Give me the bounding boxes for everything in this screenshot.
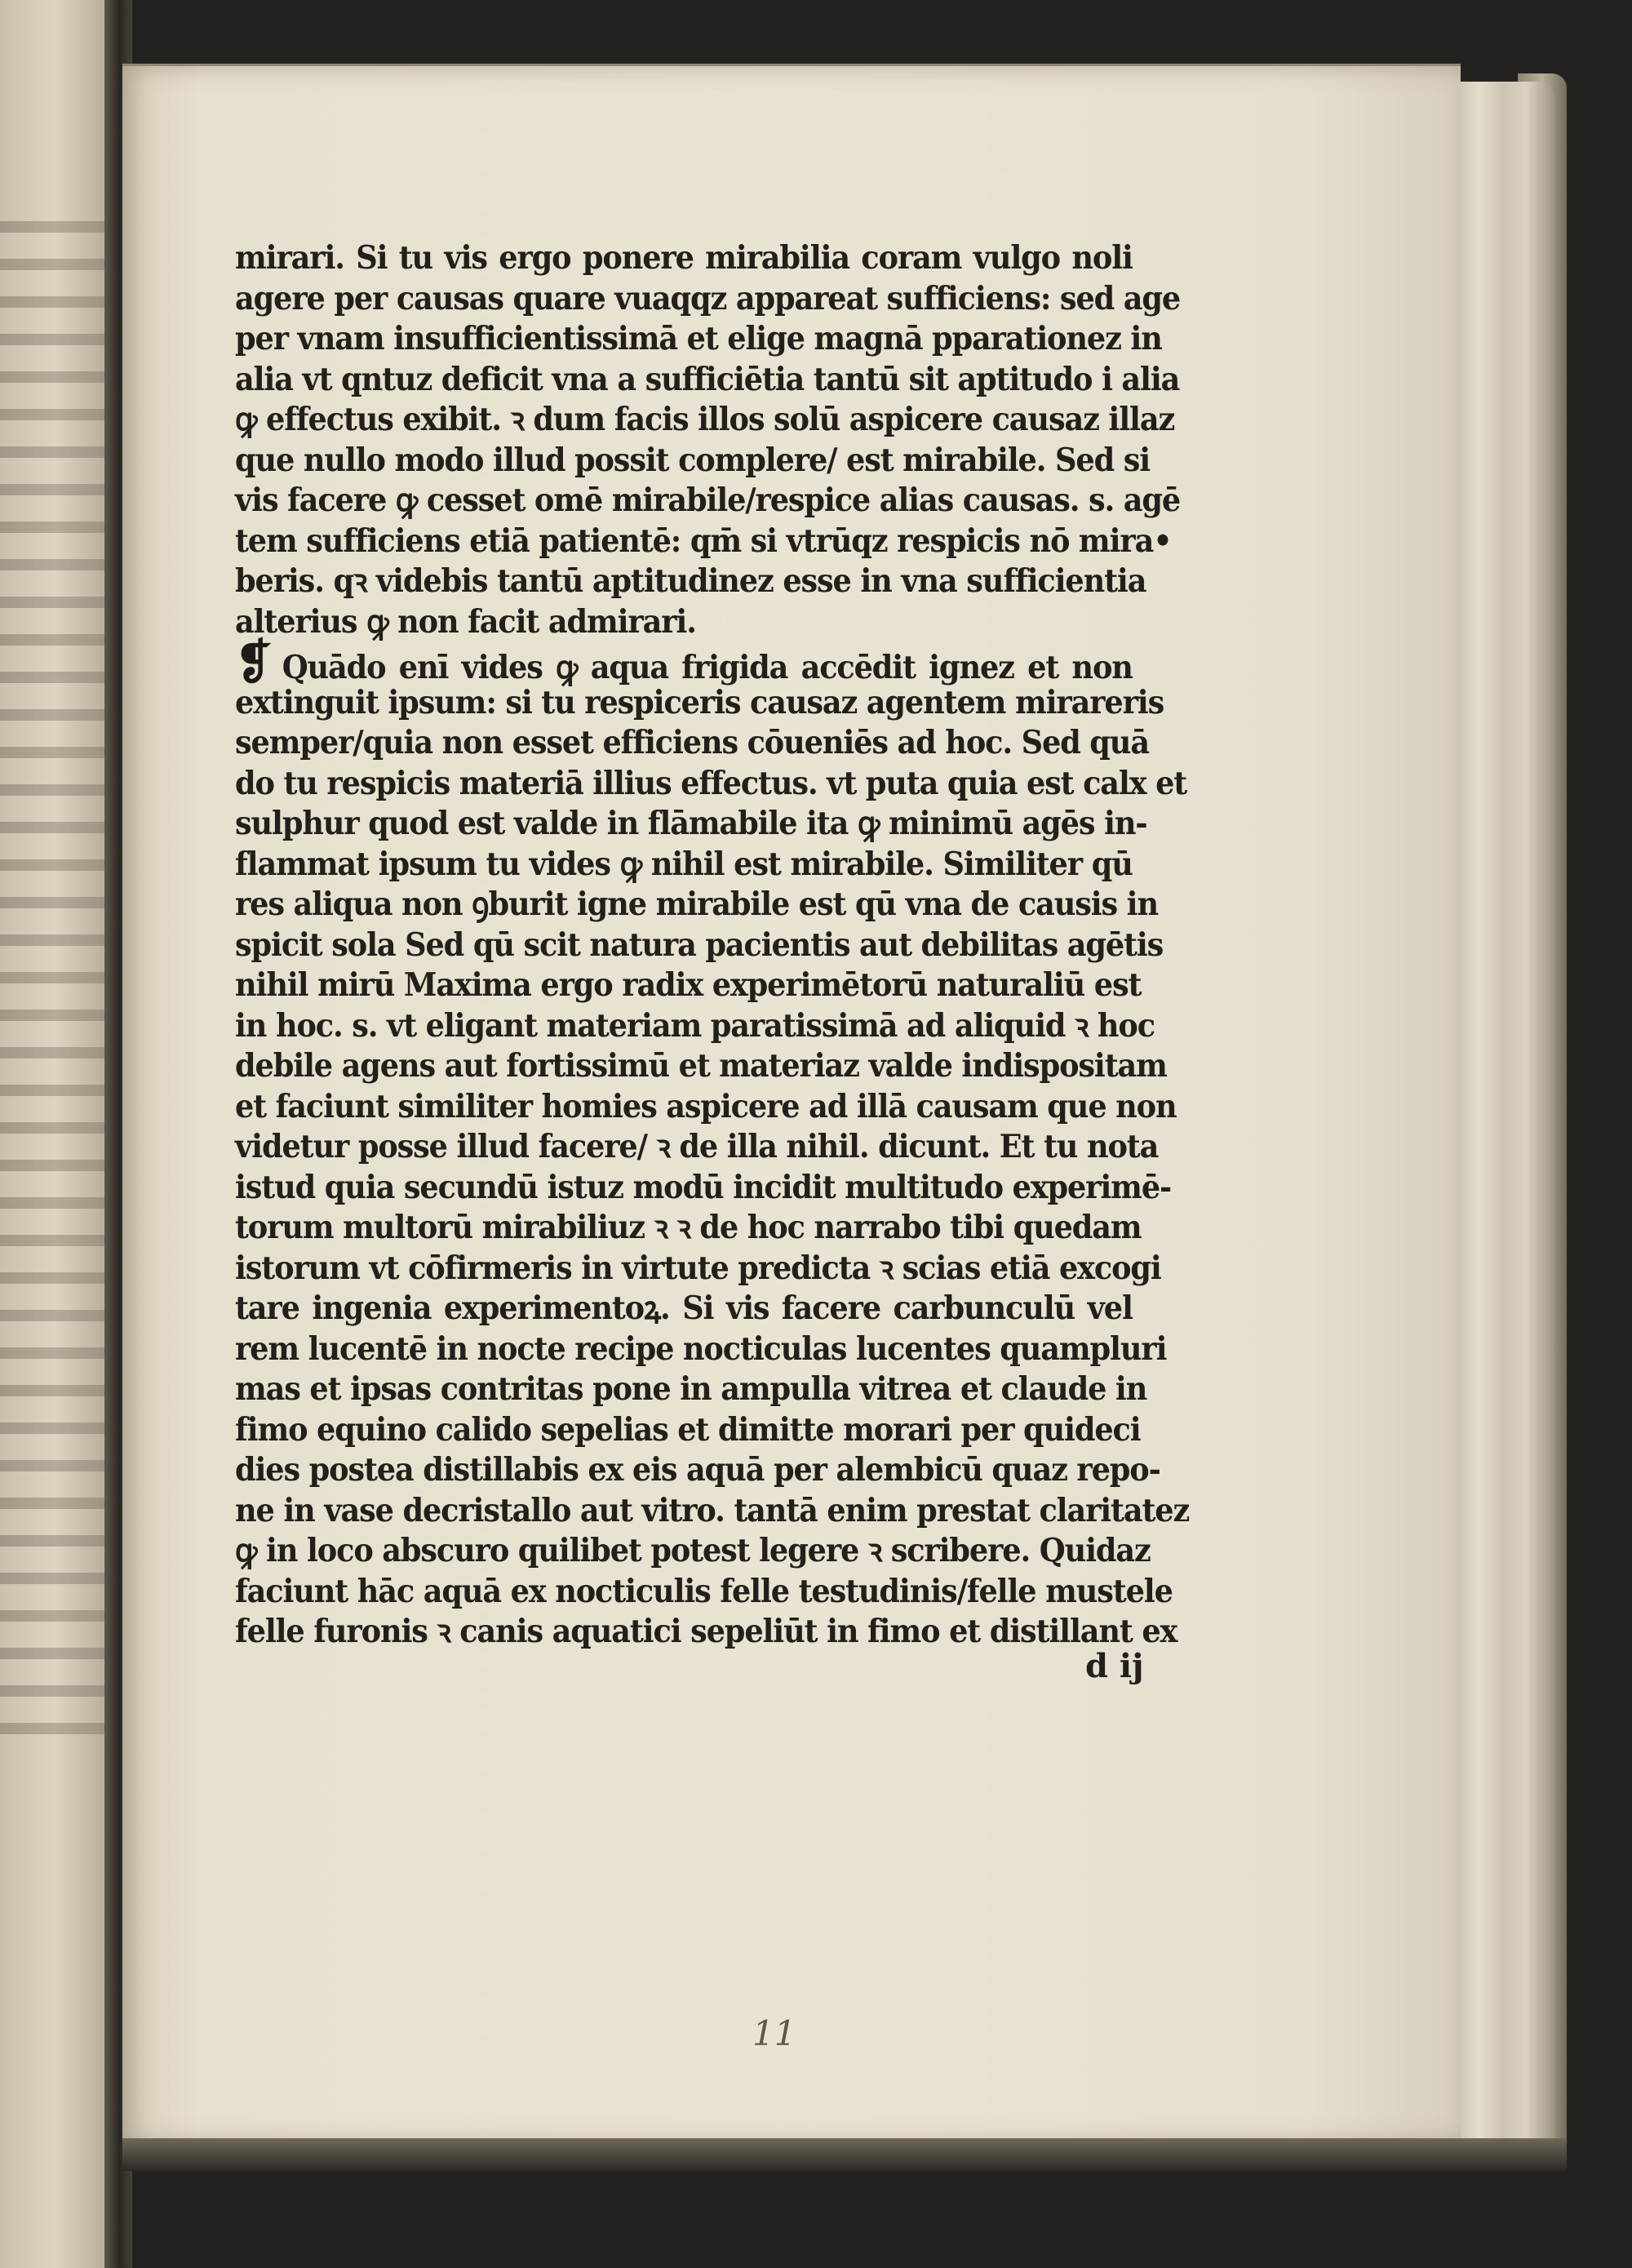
paragraph-line-13: videtur posse illud facere/ ꝛ de illa nihil. dicunt. Et tu nota (235, 1128, 1159, 1165)
paragraph-line-8: spicit sola Sed qū scit natura pacientis aut debilitas agētis (235, 925, 1164, 964)
text-line-9: beris. qꝛ videbis tantū aptitudinez esse in vna sufficientia (235, 562, 1146, 600)
paragraph-line-17: tare ingenia experimentoꝝ. Si vis facere carbunculū vel (235, 1289, 1133, 1327)
text-line-6: que nullo modo illud possit complere/ est mirabile. Sed si (235, 441, 1151, 479)
paragraph-line-2: extinguit ipsum: si tu respiceris causaz agentem mirareris (235, 683, 1164, 721)
paragraph-line-6: flammat ipsum tu vides ꝙ nihil est mirabile. Similiter qū (235, 845, 1133, 883)
paragraph-line-5: sulphur quod est valde in flāmabile ita ꝙ minimū agēs in- (235, 805, 1147, 842)
paragraph-line-20: fimo equino calido sepelias et dimitte morari per quideci (235, 1410, 1141, 1449)
paragraph-line-7: res aliqua non ꝯburit igne mirabile est qū vna de causis in (235, 885, 1159, 923)
text-line-2: agere per causas quare vuaqqz appareat sufficiens: sed age (235, 279, 1181, 317)
paragraph-line-15: torum multorū mirabiliuz ꝛ ꝛ de hoc narrabo tibi quedam (235, 1209, 1142, 1246)
paragraph-line-14: istud quia secundū istuz modū incidit multitudo experimē- (235, 1168, 1172, 1206)
paragraph-line-11: debile agens aut fortissimū et materiaz valde indispositam (235, 1047, 1167, 1085)
text-line-8: tem sufficiens etiā patientē: qm̄ si vtrūqz respicis nō mira• (235, 522, 1172, 560)
text-block (235, 238, 1190, 1653)
text-line-10: alterius ꝙ non facit admirari. (235, 602, 696, 641)
paragraph-line-24: faciunt hāc aquā ex nocticulis felle testudinis/felle mustele (235, 1572, 1173, 1610)
paragraph-line-19: mas et ipsas contritas pone in ampulla vitrea et claude in (235, 1370, 1147, 1408)
paragraph-line-25: felle furonis ꝛ canis aquatici sepeliūt in fimo et distillant ex (235, 1613, 1177, 1650)
paragraph-line-1-text: Quādo enī vides ꝙ aqua frigida accēdit ignez et non (282, 649, 1133, 686)
pencil-annotation: 11 (752, 2013, 796, 2053)
paragraph-line-21: dies postea distillabis ex eis aquā per alembicū quaz repo- (235, 1451, 1160, 1489)
paragraph-line-10: in hoc. s. vt eligant materiam paratissimā ad aliquid ꝛ hoc (235, 1006, 1155, 1045)
signature-mark: d ij (1085, 1647, 1144, 1685)
paragraph-line-3: semper/quia non esset efficiens cōueniēs ad hoc. Sed quā (235, 724, 1149, 761)
paragraph-line-23: ꝙ in loco abscuro quilibet potest legere ꝛ scribere. Quidaz (235, 1532, 1151, 1569)
paragraph-line-1 (235, 634, 1133, 690)
paragraph-line-22: ne in vase decristallo aut vitro. tantā enim prestat claritatez (235, 1491, 1190, 1529)
paragraph-line-18: rem lucentē in nocte recipe nocticulas lucentes quampluri (235, 1329, 1167, 1368)
paragraph-mark-icon: ❡ (235, 634, 272, 690)
text-line-4: alia vt qntuz deficit vna a sufficiētia tantū sit aptitudo i alia (235, 360, 1180, 398)
text-line-1: mirari. Si tu vis ergo ponere mirabilia coram vulgo noli (235, 239, 1133, 277)
book-bottom-edge (122, 2138, 1567, 2171)
text-line-5: ꝙ effectus exibit. ꝛ dum facis illos solū aspicere causaz illaz (235, 401, 1175, 438)
text-line-7: vis facere ꝙ cesset omē mirabile/respice alias causas. s. agē (235, 482, 1181, 519)
left-page-text-fragment (0, 208, 114, 1742)
paragraph-line-4: do tu respicis materiā illius effectus. vt puta quia est calx et (235, 764, 1187, 802)
paragraph-line-9: nihil mirū Maxima ergo radix experimētorū naturaliū est (235, 966, 1142, 1004)
text-line-3: per vnam insufficientissimā et elige magnā pparationez in (235, 320, 1162, 357)
page-edges (1461, 82, 1554, 2138)
paragraph-line-12: et faciunt similiter homies aspicere ad illā causam que non (235, 1087, 1177, 1125)
paragraph-line-16: istorum vt cōfirmeris in virtute predicta ꝛ scias etiā excogi (235, 1249, 1161, 1287)
